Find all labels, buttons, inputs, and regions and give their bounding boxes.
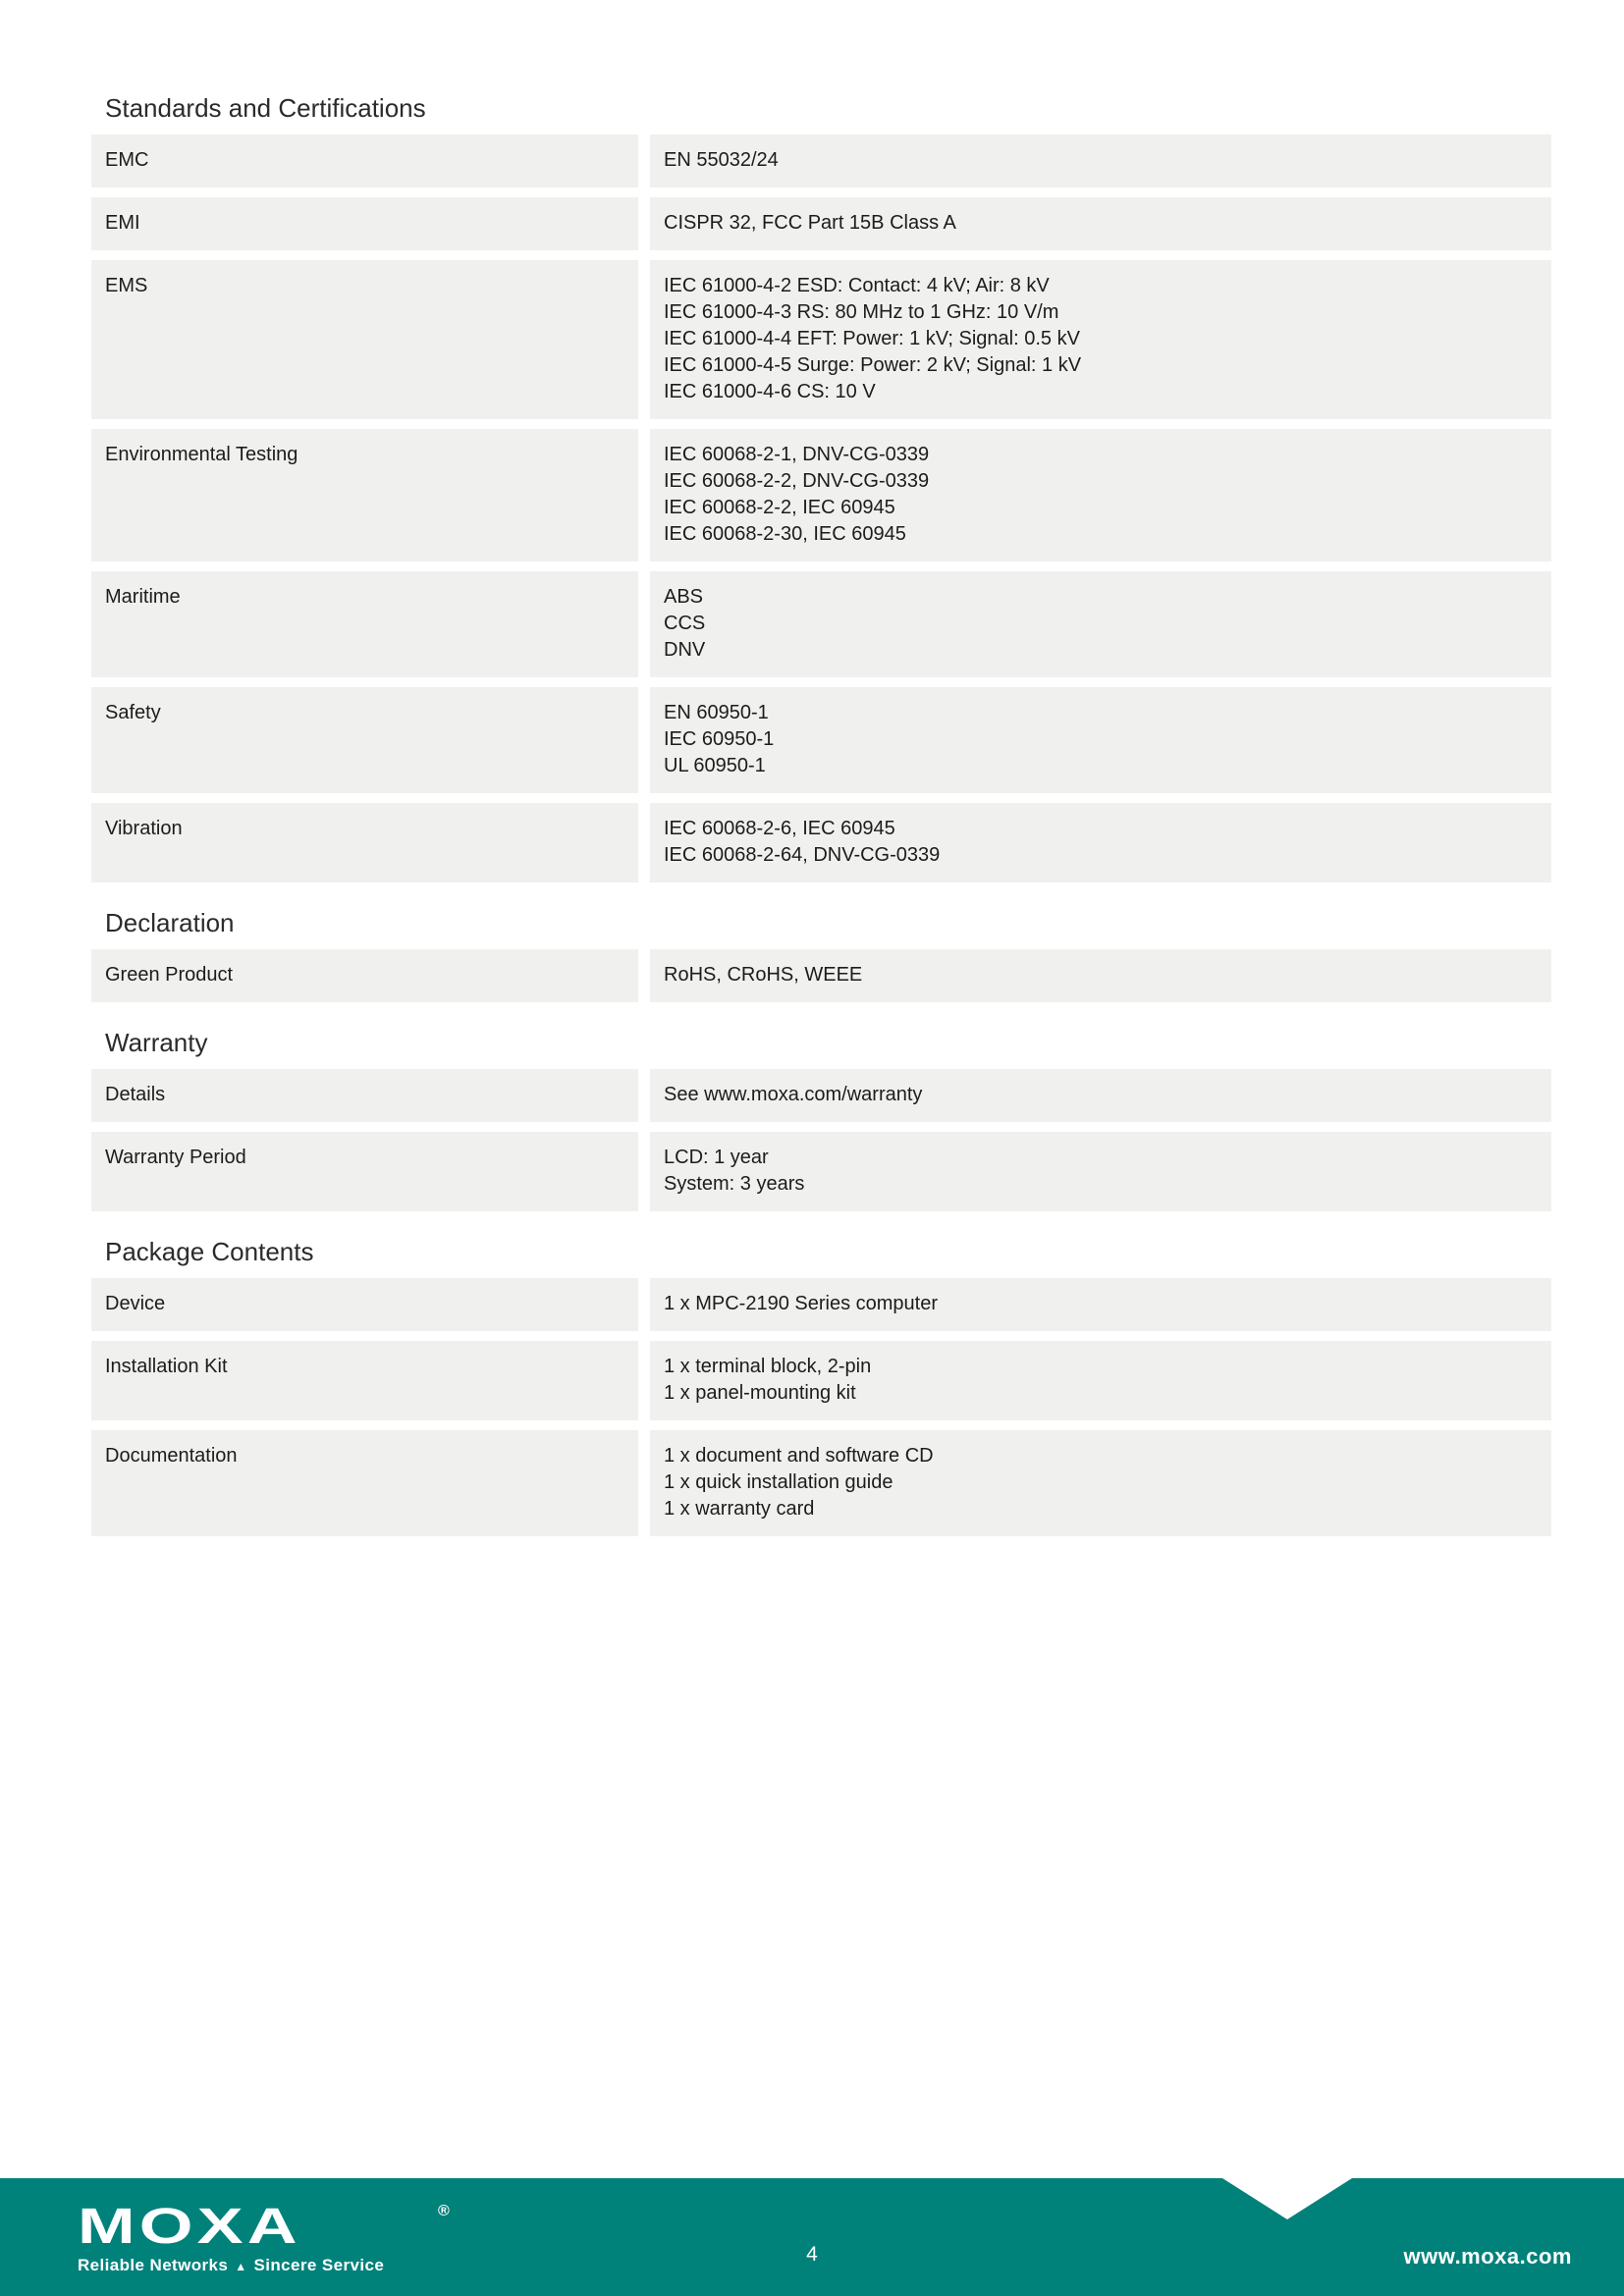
table-row: [91, 1341, 1551, 1420]
section-title: Standards and Certifications: [105, 93, 426, 123]
value-line: IEC 60068-2-30, IEC 60945: [664, 523, 906, 545]
value-line: EN 60950-1: [664, 702, 769, 723]
spec-value: [650, 429, 1551, 561]
value-line: IEC 60068-2-2, IEC 60945: [664, 497, 895, 518]
spec-label: Documentation: [91, 1430, 638, 1536]
table-row: [91, 1278, 1551, 1331]
spec-value: [650, 260, 1551, 419]
table-row: [91, 134, 1551, 187]
table-row: [91, 949, 1551, 1002]
spec-value: [650, 803, 1551, 882]
value-line: UL 60950-1: [664, 755, 766, 776]
spec-label: Device: [91, 1278, 638, 1331]
spec-value: [650, 687, 1551, 793]
value-line: IEC 61000-4-4 EFT: Power: 1 kV; Signal: 0.5 kV: [664, 328, 1080, 349]
spec-value: [650, 1430, 1551, 1536]
moxa-wordmark: MOXA: [78, 2198, 301, 2254]
value-line: DNV: [664, 639, 706, 661]
value-line: System: 3 years: [664, 1173, 805, 1195]
table-row: [91, 1069, 1551, 1122]
table-row: [91, 1430, 1551, 1536]
value-line: 1 x terminal block, 2-pin: [664, 1356, 872, 1377]
footer-notch-chevron-icon: [1222, 2178, 1352, 2219]
table-row: [91, 687, 1551, 793]
spec-label: Warranty Period: [91, 1132, 638, 1211]
spec-value: [650, 571, 1551, 677]
spec-value: [650, 1278, 1551, 1331]
footer-website-link[interactable]: www.moxa.com: [1403, 2244, 1572, 2269]
spec-value: [650, 1132, 1551, 1211]
value-line: EN 55032/24: [664, 149, 779, 171]
tagline-right: Sincere Service: [253, 2256, 385, 2274]
table-row: [91, 1132, 1551, 1211]
section: [91, 1237, 1551, 1536]
table-row: [91, 197, 1551, 250]
value-line: IEC 61000-4-2 ESD: Contact: 4 kV; Air: 8 kV: [664, 275, 1050, 296]
spec-label: Green Product: [91, 949, 638, 1002]
value-line: 1 x panel-mounting kit: [664, 1382, 856, 1404]
value-line: IEC 60068-2-64, DNV-CG-0339: [664, 844, 941, 866]
spec-value: [650, 134, 1551, 187]
section: [91, 908, 1551, 1002]
spec-label: Installation Kit: [91, 1341, 638, 1420]
spec-label: EMC: [91, 134, 638, 187]
section-title: Declaration: [105, 908, 235, 937]
spec-label: Maritime: [91, 571, 638, 677]
tagline-left: Reliable Networks: [78, 2256, 229, 2274]
section: [91, 1028, 1551, 1211]
section-title: Warranty: [105, 1028, 208, 1057]
value-line: IEC 60068-2-6, IEC 60945: [664, 818, 895, 839]
value-line: CCS: [664, 613, 706, 634]
value-line: IEC 60068-2-1, DNV-CG-0339: [664, 444, 930, 465]
value-line: IEC 61000-4-6 CS: 10 V: [664, 381, 876, 402]
value-line: RoHS, CRoHS, WEEE: [664, 964, 863, 986]
value-line: ABS: [664, 586, 704, 608]
spec-label: Details: [91, 1069, 638, 1122]
tagline-triangle-icon: ▲: [235, 2259, 247, 2273]
spec-label: Vibration: [91, 803, 638, 882]
value-line: CISPR 32, FCC Part 15B Class A: [664, 212, 956, 234]
spec-label: Environmental Testing: [91, 429, 638, 561]
section: [91, 93, 1551, 882]
value-line: 1 x document and software CD: [664, 1445, 934, 1467]
spec-value: [650, 197, 1551, 250]
value-line: 1 x quick installation guide: [664, 1471, 893, 1493]
page-number: 4: [806, 2243, 818, 2266]
value-line: 1 x warranty card: [664, 1498, 815, 1520]
spec-label: EMS: [91, 260, 638, 419]
spec-tables: [91, 93, 1551, 1546]
value-line: 1 x MPC-2190 Series computer: [664, 1293, 939, 1314]
table-row: [91, 260, 1551, 419]
value-line: LCD: 1 year: [664, 1147, 769, 1168]
table-row: [91, 571, 1551, 677]
table-row: [91, 429, 1551, 561]
spec-label: EMI: [91, 197, 638, 250]
spec-value: [650, 949, 1551, 1002]
spec-value: [650, 1341, 1551, 1420]
registered-trademark-icon: ®: [438, 2203, 450, 2219]
spec-label: Safety: [91, 687, 638, 793]
value-line: IEC 61000-4-5 Surge: Power: 2 kV; Signal: 1 kV: [664, 354, 1082, 376]
table-row: [91, 803, 1551, 882]
spec-value: [650, 1069, 1551, 1122]
value-line: See www.moxa.com/warranty: [664, 1084, 923, 1105]
value-line: IEC 60068-2-2, DNV-CG-0339: [664, 470, 930, 492]
value-line: IEC 60950-1: [664, 728, 775, 750]
value-line: IEC 61000-4-3 RS: 80 MHz to 1 GHz: 10 V/m: [664, 301, 1059, 323]
section-title: Package Contents: [105, 1237, 314, 1266]
